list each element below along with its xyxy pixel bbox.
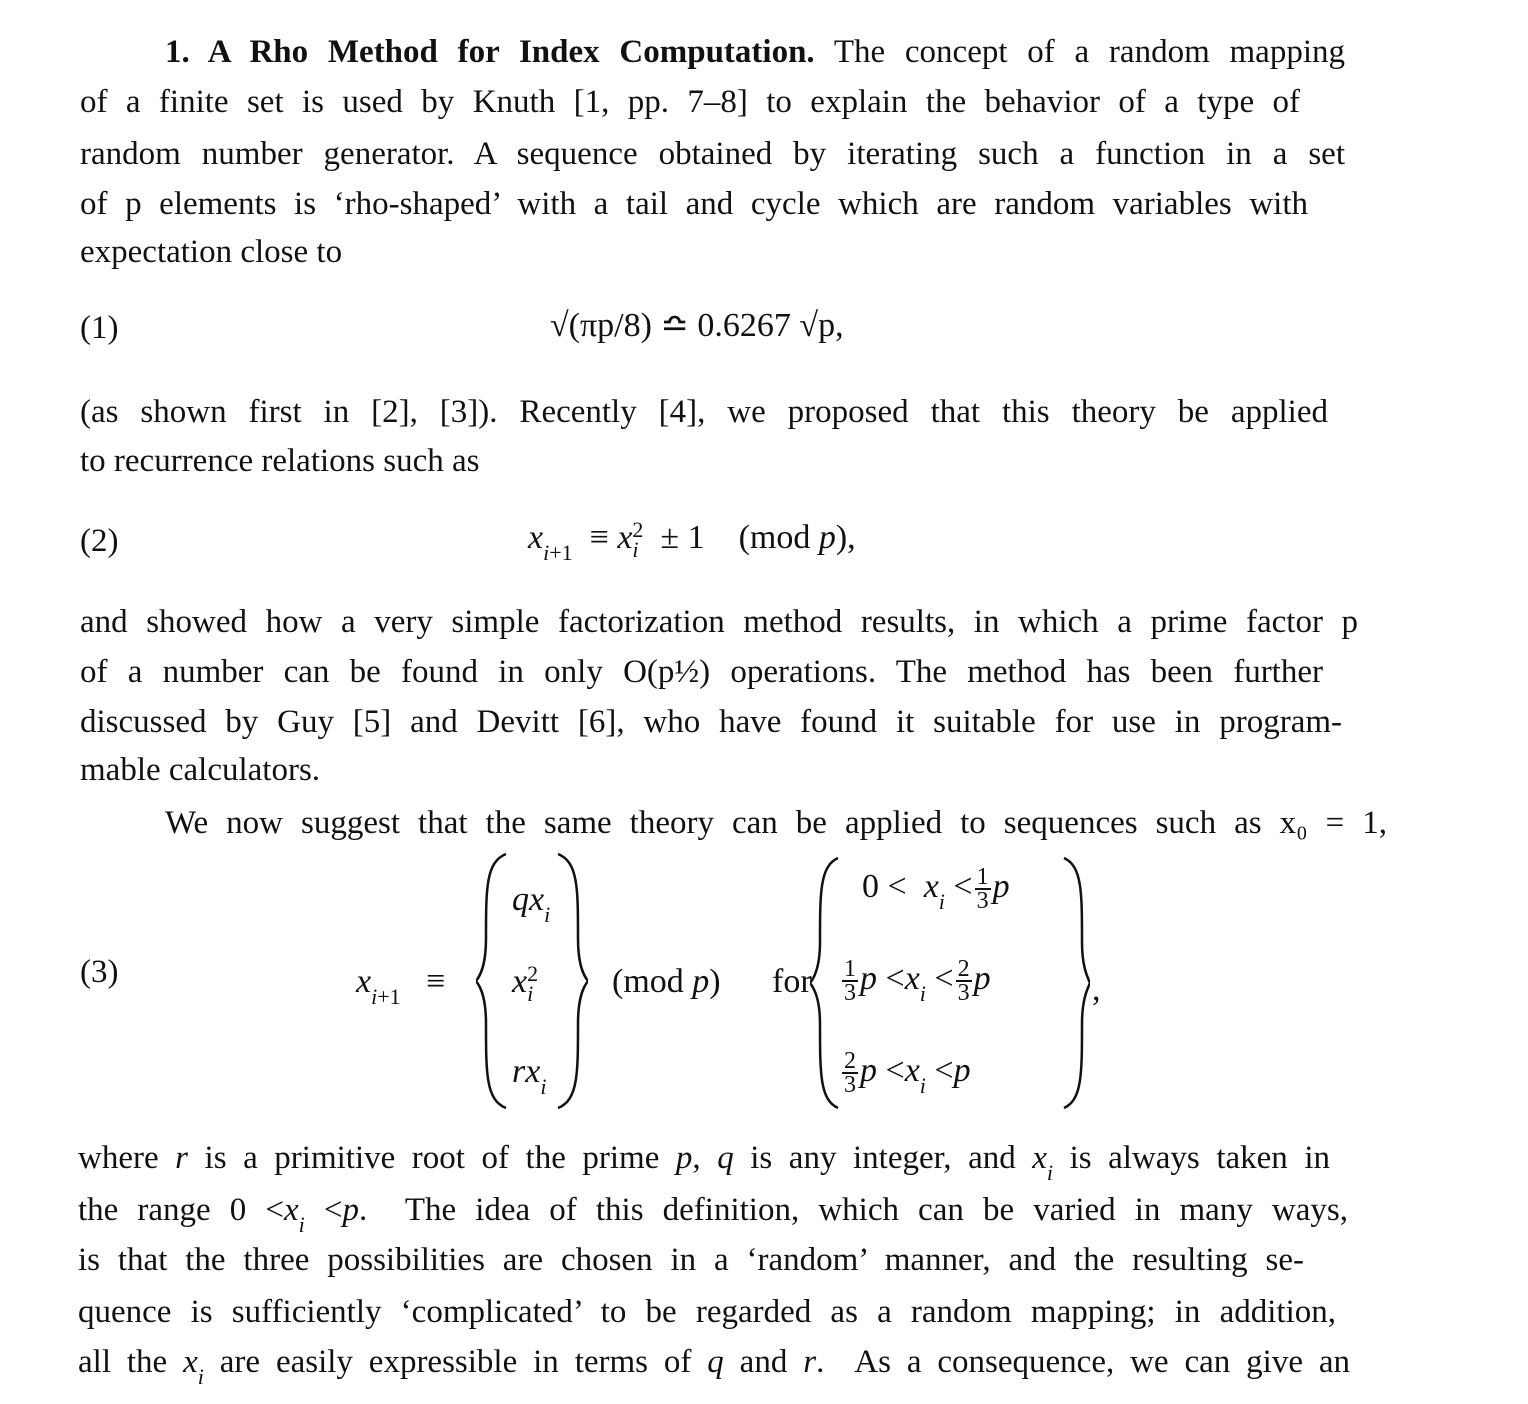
para2-line-1: (as shown first in [2], [3]). Recently [4], we proposed that this theory be applied (80, 394, 1328, 430)
case-1: $qx_i$ (512, 881, 551, 927)
equation-1 (550, 306, 844, 346)
eq1-lhs: √(πp/8) (550, 307, 652, 344)
para3-line-2: of a number can be found in only O(p½) operations. The method has been further (80, 654, 1323, 690)
condition-3: $\frac{2}{3}$ $p <x_i <p$ (844, 1048, 971, 1098)
para3-line-1: and showed how a very simple factorization method results, in which a prime factor p (80, 604, 1358, 640)
left-brace (476, 854, 506, 1108)
case-3: $rx_i$ (512, 1053, 547, 1099)
right-brace (558, 854, 588, 1108)
eq1-label: (1) (80, 310, 119, 346)
condition-2: $\frac{1}{3}$ $p <x_i$ < $\frac{2}{3}$ p (844, 956, 991, 1006)
eq3-label: (3) (80, 954, 119, 990)
para5-line-5: all the $x_i$ are easily expressible in terms of q and r. As a consequence, we can give an (78, 1344, 1351, 1389)
para4-line-1: We now suggest that the same theory can be applied to sequences such as x₀ = 1, (165, 805, 1387, 841)
case-2: x 2 i (512, 961, 539, 1007)
para1-line-1: The concept of a random mapping (814, 34, 1345, 70)
para3-line-4: mable calculators. (80, 752, 321, 788)
paragraph-line (165, 32, 1345, 72)
para5-line-1: where r is a primitive root of the prime p, q is any integer, and $x_i$ is always taken in (78, 1140, 1330, 1185)
left-brace (810, 858, 838, 1108)
equation-2: $x_{i+1} \equiv x$ 2 i ± 1 (mod p), (528, 517, 856, 565)
section-heading: 1. A Rho Method for Index Computation. (165, 34, 815, 70)
para5-line-2: the range $0 <x_i <p$. The idea of this definition, which can be varied in many ways, (78, 1192, 1348, 1237)
para5-line-4: quence is sufficiently ‘complicated’ to be regarded as a random mapping; in addition, (78, 1294, 1336, 1330)
para1-line-5: expectation close to (80, 234, 343, 270)
eq3-trailing: , (1092, 971, 1101, 1008)
eq2-label: (2) (80, 523, 119, 559)
eq1-relation: ≏ (660, 307, 689, 344)
eq3-lhs: $x_{i+1}$ ≡ (356, 963, 446, 1009)
eq3-mod: (mod p) (612, 963, 721, 1000)
para3-line-3: discussed by Guy [5] and Devitt [6], who have found it suitable for use in program- (80, 704, 1342, 740)
condition-1: $0 < x_i$ < $\frac{1}{3}$ p (862, 864, 1010, 914)
para1-line-3: random number generator. A sequence obtained by iterating such a function in a set (80, 136, 1345, 172)
eq1-rhs: 0.6267 √p, (697, 307, 844, 344)
right-brace (1064, 858, 1090, 1108)
para5-line-3: is that the three possibilities are chosen in a ‘random’ manner, and the resulting se- (78, 1242, 1304, 1278)
para1-line-2: of a finite set is used by Knuth [1, pp. 7–8] to explain the behavior of a type of (80, 84, 1300, 120)
para1-line-4: of p elements is ‘rho-shaped’ with a tail and cycle which are random variables with (80, 186, 1308, 222)
eq3-for: for (772, 963, 812, 1000)
para2-line-2: to recurrence relations such as (80, 443, 480, 479)
